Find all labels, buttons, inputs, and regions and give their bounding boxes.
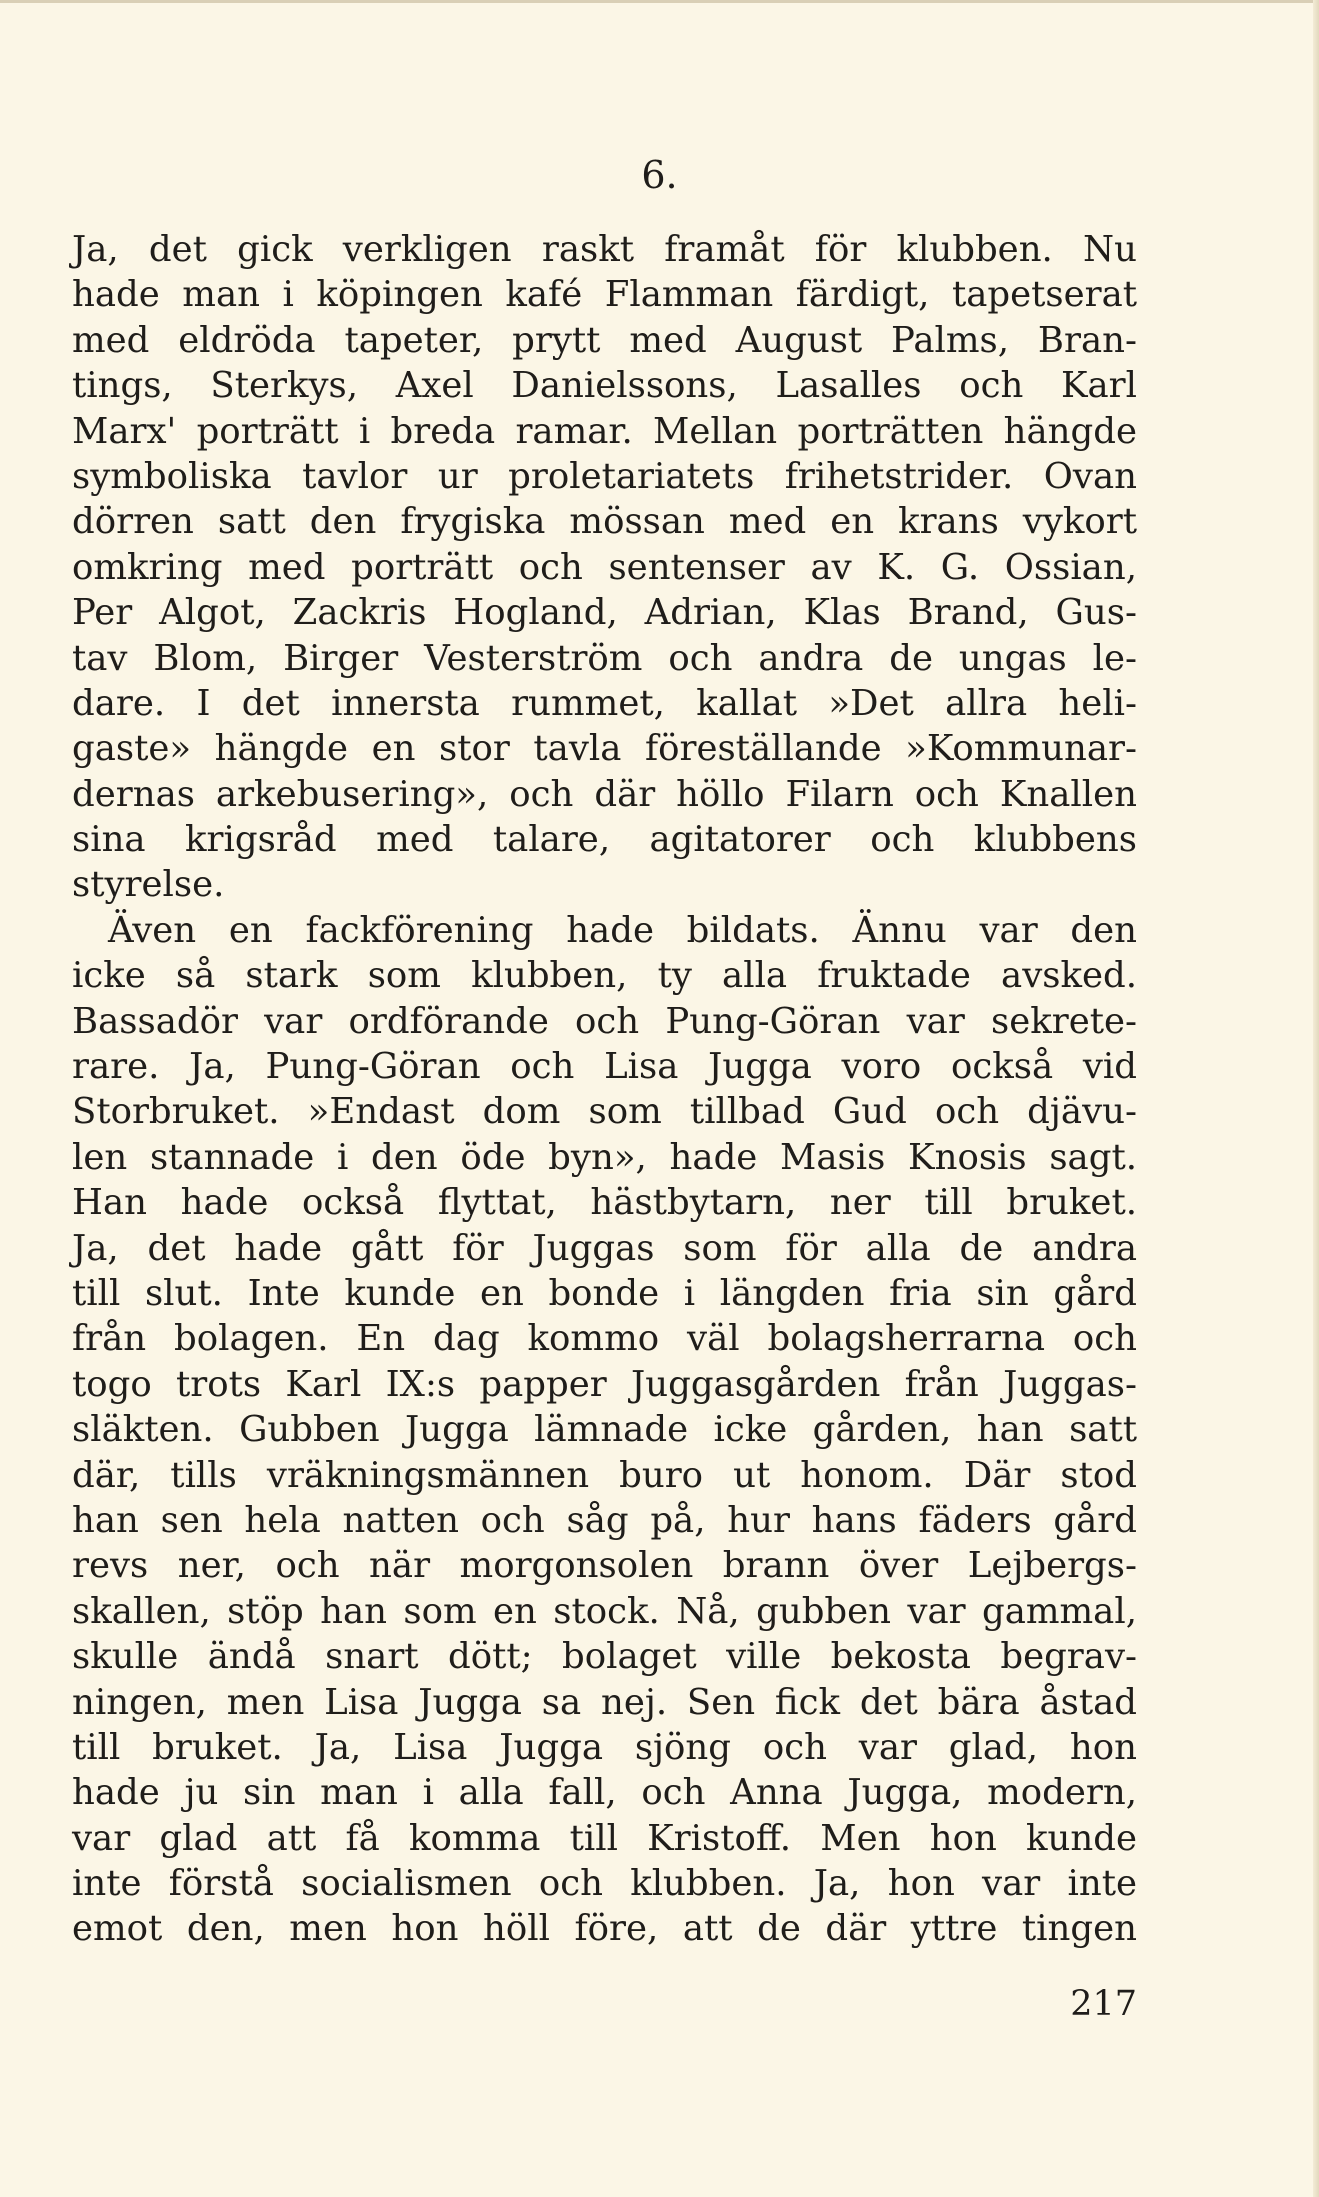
text-line: skallen, stöp han som en stock. Nå, gubben var gammal, [72,1590,1137,1632]
page-top-edge [0,0,1319,3]
text-line: symboliska tavlor ur proletariatets frihetstrider. Ovan [72,455,1137,497]
text-line: dare. I det innersta rummet, kallat »Det allra heli- [72,682,1137,724]
text-line: han sen hela natten och såg på, hur hans fäders gård [72,1499,1137,1541]
text-line: Marx' porträtt i breda ramar. Mellan porträtten hängde [72,410,1137,452]
text-line: sina krigsråd med talare, agitatorer och klubbens [72,819,1137,861]
text-line: var glad att få komma till Kristoff. Men hon kunde [72,1817,1137,1859]
text-line: från bolagen. En dag kommo väl bolagsherrarna och [72,1318,1137,1360]
text-line-paragraph-start: Även en fackförening hade bildats. Ännu var den [108,909,1137,951]
text-line: med eldröda tapeter, prytt med August Palms, Bran- [72,319,1137,361]
text-line: rare. Ja, Pung-Göran och Lisa Jugga voro också vid [72,1046,1137,1088]
chapter-number: 6. [641,153,678,197]
text-line-paragraph-end: styrelse. [72,864,225,906]
text-line: gaste» hängde en stor tavla föreställande »Kommunar- [72,728,1137,770]
text-line: skulle ändå snart dött; bolaget ville bekosta begrav- [72,1636,1137,1678]
text-line: togo trots Karl IX:s papper Juggasgården från Juggas- [72,1363,1137,1405]
text-line: hade ju sin man i alla fall, och Anna Jugga, modern, [72,1772,1137,1814]
text-line: len stannade i den öde byn», hade Masis Knosis sagt. [72,1136,1137,1178]
text-line: hade man i köpingen kafé Flamman färdigt, tapetserat [72,274,1137,316]
text-line: Ja, det gick verkligen raskt framåt för klubben. Nu [72,229,1137,270]
text-line: dörren satt den frygiska mössan med en krans vykort [72,501,1137,543]
text-line: Storbruket. »Endast dom som tillbad Gud och djävu- [72,1091,1137,1133]
text-line: dernas arkebusering», och där höllo Filarn och Knallen [72,773,1137,815]
text-line: Han hade också flyttat, hästbytarn, ner till bruket. [72,1182,1137,1224]
text-line: omkring med porträtt och sentenser av K. G. Ossian, [72,546,1137,588]
page-number: 217 [1070,1984,1137,2024]
text-line: emot den, men hon höll före, att de där yttre tingen [72,1908,1137,1950]
text-line: släkten. Gubben Jugga lämnade icke gården, han satt [72,1409,1137,1451]
text-line: tings, Sterkys, Axel Danielssons, Lasalles och Karl [72,365,1137,407]
text-line: ningen, men Lisa Jugga sa nej. Sen fick det bära åstad [72,1681,1137,1723]
text-line: Bassadör var ordförande och Pung-Göran var sekrete- [72,1000,1137,1042]
text-line: Ja, det hade gått för Juggas som för alla de andra [72,1227,1137,1269]
text-line: inte förstå socialismen och klubben. Ja, hon var inte [72,1863,1137,1905]
text-line: icke så stark som klubben, ty alla fruktade avsked. [72,955,1137,997]
text-line: till slut. Inte kunde en bonde i längden fria sin gård [72,1272,1137,1314]
body-text [72,227,1137,1952]
page-right-edge [1313,0,1319,2197]
text-line: tav Blom, Birger Vesterström och andra de ungas le- [72,637,1137,679]
text-line: till bruket. Ja, Lisa Jugga sjöng och var glad, hon [72,1726,1137,1768]
text-line: där, tills vräkningsmännen buro ut honom. Där stod [72,1454,1137,1496]
text-line: revs ner, och när morgonsolen brann över Lejbergs- [72,1545,1137,1587]
text-line: Per Algot, Zackris Hogland, Adrian, Klas Brand, Gus- [72,592,1137,634]
